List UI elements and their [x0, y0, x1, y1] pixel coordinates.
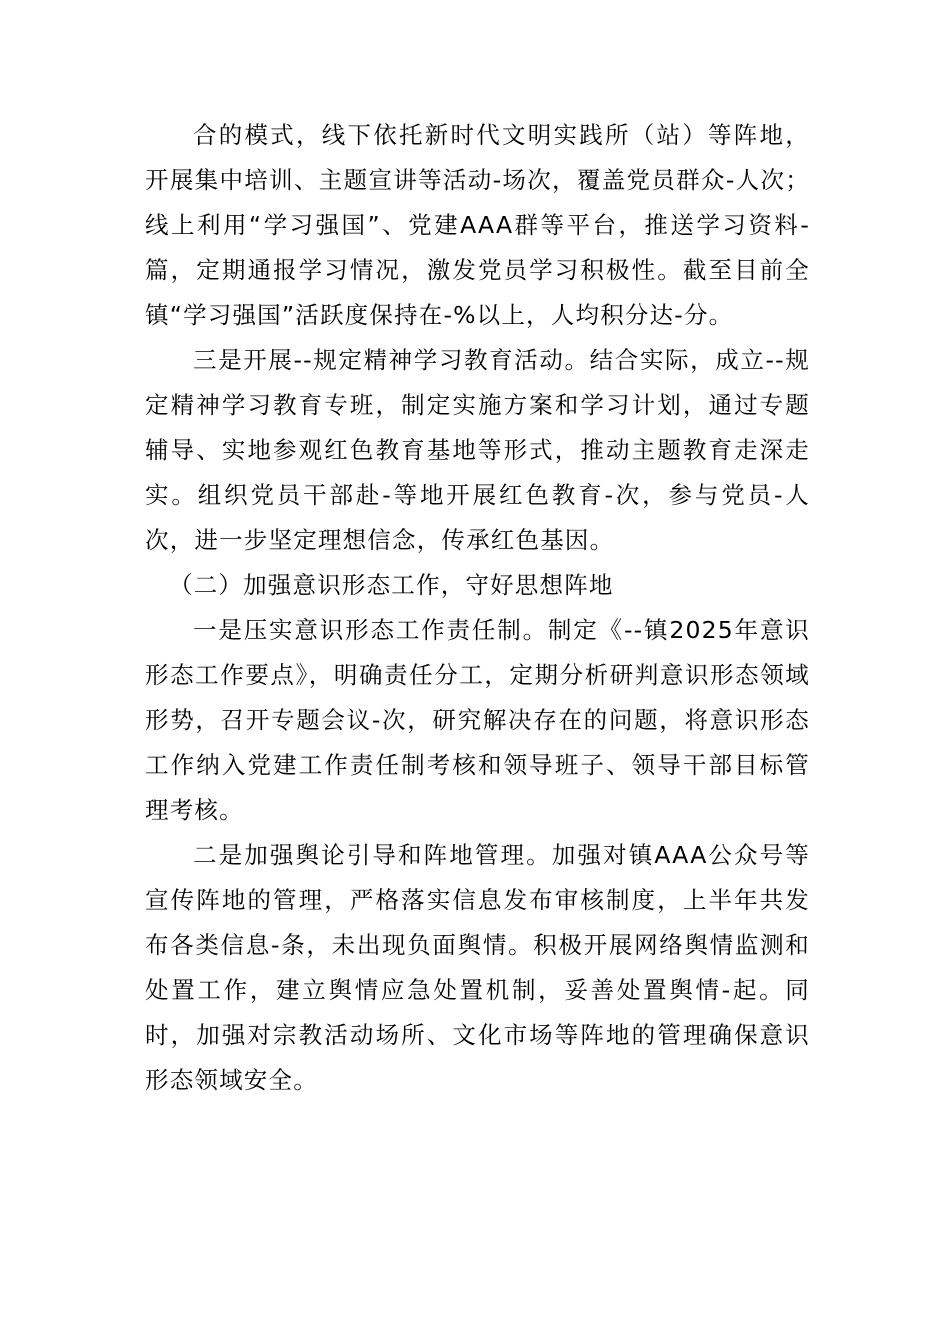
- section-heading-ideology: （二）加强意识形态工作，守好思想阵地: [169, 571, 614, 599]
- paragraph-continuation: 合的模式，线下依托新时代文明实践所（站）等阵地，开展集中培训、主题宣讲等活动-场次，覆盖党员群众-人次；线上利用“学习强国”、党建AAA群等平台，推送学习资料-篇，定期通报学习情况，激发党员学习积极性。截至目前全镇“学习强国”活跃度保持在-%以上，人均积分达-分。: [145, 121, 810, 329]
- paragraph-responsibility-system: 一是压实意识形态工作责任制。制定《--镇2025年意识形态工作要点》，明确责任分工，定期分析研判意识形态领域形势，召开专题会议-次，研究解决存在的问题，将意识形态工作纳入党建工作责任制考核和领导班子、领导干部目标管理考核。: [145, 616, 810, 824]
- document-body: [145, 113, 810, 1103]
- paragraph-study-campaign: 三是开展--规定精神学习教育活动。结合实际，成立--规定精神学习教育专班，制定实施方案和学习计划，通过专题辅导、实地参观红色教育基地等形式，推动主题教育走深走实。组织党员干部赴-等地开展红色教育-次，参与党员-人次，进一步坚定理想信念，传承红色基因。: [145, 346, 810, 554]
- paragraph-public-opinion: 二是加强舆论引导和阵地管理。加强对镇AAA公众号等宣传阵地的管理，严格落实信息发布审核制度，上半年共发布各类信息-条，未出现负面舆情。积极开展网络舆情监测和处置工作，建立舆情应急处置机制，妥善处置舆情-起。同时，加强对宗教活动场所、文化市场等阵地的管理确保意识形态领域安全。: [145, 841, 810, 1094]
